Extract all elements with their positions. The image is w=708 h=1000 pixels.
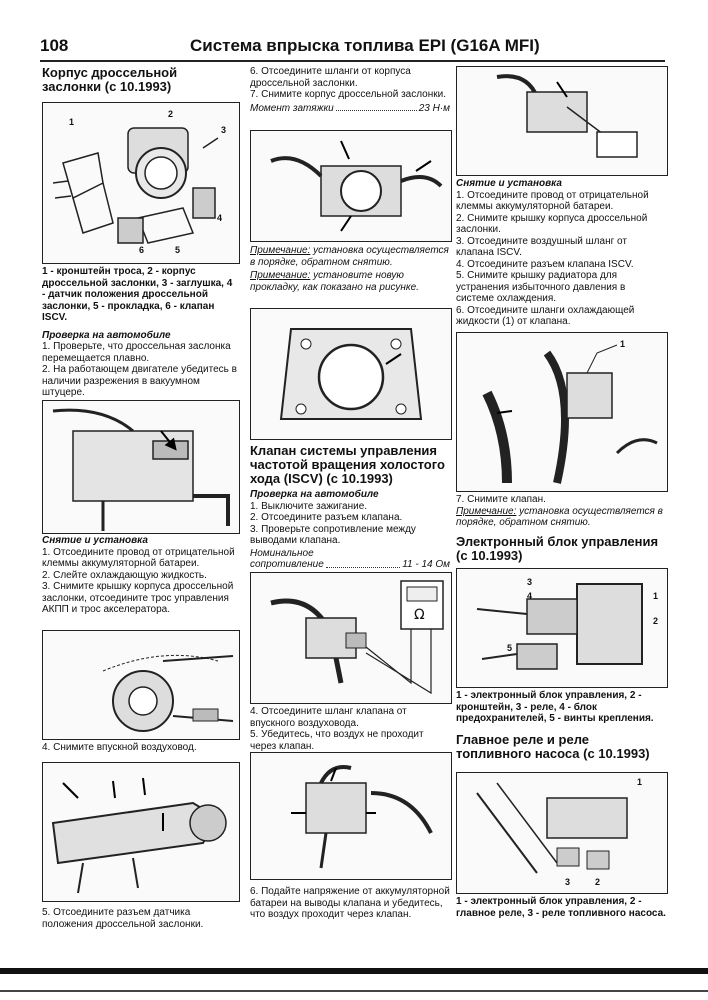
section-heading-iscv: Клапан системы управления частотой вращения холостого хода (ISCV) (с 10.1993): [250, 443, 445, 486]
figure-coolant-hoses: [456, 332, 668, 492]
figure-gasket: [250, 308, 452, 440]
torque-dots: [336, 103, 417, 112]
fig1-label-3: 3: [221, 125, 227, 135]
ecu-label-4: 4: [527, 591, 533, 601]
removal-heading-3: Снятие и установка: [456, 178, 562, 189]
figure-throttle-body-exploded: [42, 102, 240, 264]
iscv-step-6: 6. Подайте напряжение от аккумуляторной батареи на выводы клапана и убедитесь, что воздух проходит через клапан.: [250, 886, 450, 920]
column-2-text-b: [250, 706, 450, 752]
fig1-caption: 1 - кронштейн троса, 2 - корпус дроссельной заслонки, 3 - заглушка, 4 - датчик положения дроссельной заслонки, 5 - прокладка, 6 - клапан ISCV.: [42, 266, 233, 323]
iscv-step-5: 5. Убедитесь, что воздух не проходит через клапан.: [250, 729, 424, 752]
note-2-prefix: Примечание:: [250, 270, 311, 281]
ohmmeter-drawing: [251, 573, 451, 703]
relay-caption: 1 - электронный блок управления, 2 - главное реле, 3 - реле топливного насоса.: [456, 896, 666, 919]
relay-label-3: 3: [565, 877, 571, 887]
figure-vacuum-port: [42, 400, 240, 534]
iscv-step-4: 4. Отсоедините шланг клапана от впускного воздуховода.: [250, 706, 407, 729]
fig-hose-label-1: 1: [620, 339, 626, 349]
column-2-iscv: [250, 444, 450, 571]
column-1-text-a: [42, 266, 238, 399]
throttle-body-drawing: [43, 103, 239, 263]
iscv-removal-step: 2. Снимите крышку корпуса дроссельной заслонки.: [456, 212, 648, 235]
nominal-value: 11 - 14 Ом: [402, 559, 450, 570]
page-title: Система впрыска топлива EPI (G16A MFI): [190, 36, 540, 55]
iscv-removal-step: 6. Отсоедините шланги охлаждающей жидкости (1) от клапана.: [456, 304, 635, 327]
relay-label-2: 2: [595, 877, 601, 887]
check-heading-2: Проверка на автомобиле: [250, 489, 379, 500]
column-2-notes: [250, 245, 450, 293]
nominal-label-2: сопротивление: [250, 559, 324, 570]
iscv-connector-drawing: [457, 67, 667, 175]
coolant-hoses-drawing: [457, 333, 667, 491]
torque-label: Момент затяжки: [250, 102, 334, 114]
figure-iscv-air-test: [250, 752, 452, 880]
ecu-caption: 1 - электронный блок управления, 2 - кронштейн, 3 - реле, 4 - блок предохранителей, 5 - винты крепления.: [456, 690, 654, 724]
vacuum-port-drawing: [43, 401, 239, 533]
figure-throttle-hoses: [250, 130, 452, 242]
note-3-prefix: Примечание:: [456, 505, 517, 517]
figure-throttle-cables: [42, 630, 240, 740]
iscv-removal-step: 5. Снимите крышку радиатора для устранения избыточного давления в системе охлаждения.: [456, 270, 626, 304]
removal-heading-1: Снятие и установка: [42, 535, 148, 546]
throttle-hoses-drawing: [251, 131, 451, 241]
section-heading-relay: Главное реле и реле топливного насоса (с 10.1993): [456, 731, 650, 761]
fig1-label-1: 1: [69, 117, 75, 127]
note-1-prefix: Примечание:: [250, 245, 311, 256]
relay-label-1: 1: [637, 777, 643, 787]
ecu-label-3: 3: [527, 577, 533, 587]
note-3: [456, 506, 666, 529]
header-rule: [40, 60, 665, 62]
iscv-removal-step: 3. Отсоедините воздушный шланг от клапана ISCV.: [456, 235, 627, 258]
removal-step: 3. Снимите крышку корпуса дроссельной заслонки, отсоедините трос управления АКПП и трос акселератора.: [42, 581, 234, 615]
column-1: [42, 66, 237, 94]
nominal-dots: [326, 559, 400, 568]
column-3-text-b: [456, 494, 666, 563]
step-4: 4. Снимите впускной воздуховод.: [42, 742, 197, 753]
iscv-removal-step: 4. Отсоедините разъем клапана ISCV.: [456, 258, 634, 270]
torque-row: [250, 103, 450, 115]
column-1-text-d: [42, 907, 238, 930]
ecu-label-5: 5: [507, 643, 513, 653]
torque-value: 23 Н·м: [418, 102, 450, 114]
iscv-step-7: 7. Снимите клапан.: [456, 494, 546, 505]
bottom-scan-line: [0, 990, 708, 992]
page-number: 108: [40, 36, 69, 55]
column-1-text-b: [42, 535, 238, 616]
iscv-check-step: 1. Выключите зажигание.: [250, 500, 368, 512]
iscv-check-step: 2. Отсоедините разъем клапана.: [250, 512, 403, 523]
nominal-label-1: Номинальное: [250, 547, 314, 559]
fig1-label-5: 5: [175, 245, 181, 255]
ohm-symbol: Ω: [414, 607, 425, 623]
note-3-text: установка осуществляется в порядке, обратном снятию.: [456, 505, 663, 528]
check-step: 1. Проверьте, что дроссельная заслонка перемещается плавно.: [42, 341, 231, 364]
fig1-label-2: 2: [168, 109, 174, 119]
ecu-label-1: 1: [653, 591, 659, 601]
step-7: 7. Снимите корпус дроссельной заслонки.: [250, 89, 447, 100]
figure-relays: [456, 772, 668, 894]
column-3-text-a: [456, 178, 666, 328]
note-1-text: установка осуществляется в порядке, обратном снятию.: [250, 245, 449, 268]
fig1-label-4: 4: [217, 213, 223, 223]
fig1-label-6: 6: [139, 245, 145, 255]
figure-ecu: [456, 568, 668, 688]
intake-duct-drawing: [43, 763, 239, 901]
check-heading-1: Проверка на автомобиле: [42, 329, 171, 341]
column-1-text-c: [42, 742, 238, 754]
note-1: [250, 245, 450, 268]
column-3-text-d: [456, 896, 666, 919]
section-heading-ecu: Электронный блок управления (с 10.1993): [456, 533, 659, 563]
note-2: [250, 270, 450, 293]
bottom-scan-bar: [0, 968, 708, 974]
throttle-cables-drawing: [43, 631, 239, 739]
gasket-drawing: [251, 309, 451, 439]
figure-iscv-connector: [456, 66, 668, 176]
column-3-text-c: [456, 690, 666, 761]
section-heading-throttle-body: Корпус дроссельной заслонки (с 10.1993): [42, 65, 178, 94]
figure-ohmmeter: [250, 572, 452, 704]
figure-intake-duct: [42, 762, 240, 902]
removal-step: 2. Слейте охлаждающую жидкость.: [42, 569, 207, 581]
removal-step: 1. Отсоедините провод от отрицательной клеммы аккумуляторной батареи.: [42, 546, 235, 569]
column-2-text-a: [250, 66, 450, 114]
iscv-air-test-drawing: [251, 753, 451, 879]
note-2-text: установите новую прокладку, как показано на рисунке.: [250, 270, 419, 293]
step-6: 6. Отсоедините шланги от корпуса дроссельной заслонки.: [250, 66, 411, 89]
check-step: 2. На работающем двигателе убедитесь в наличии разрежения в вакуумном штуцере.: [42, 364, 237, 398]
relays-drawing: [457, 773, 667, 893]
iscv-removal-step: 1. Отсоедините провод от отрицательной клеммы аккумуляторной батареи.: [456, 189, 649, 212]
nominal-row: [250, 559, 450, 571]
step-5: 5. Отсоедините разъем датчика положения дроссельной заслонки.: [42, 907, 204, 930]
column-2-text-c: [250, 886, 450, 921]
ecu-drawing: [457, 569, 667, 687]
ecu-label-2: 2: [653, 616, 659, 626]
iscv-check-step: 3. Проверьте сопротивление между выводами клапана.: [250, 523, 416, 546]
